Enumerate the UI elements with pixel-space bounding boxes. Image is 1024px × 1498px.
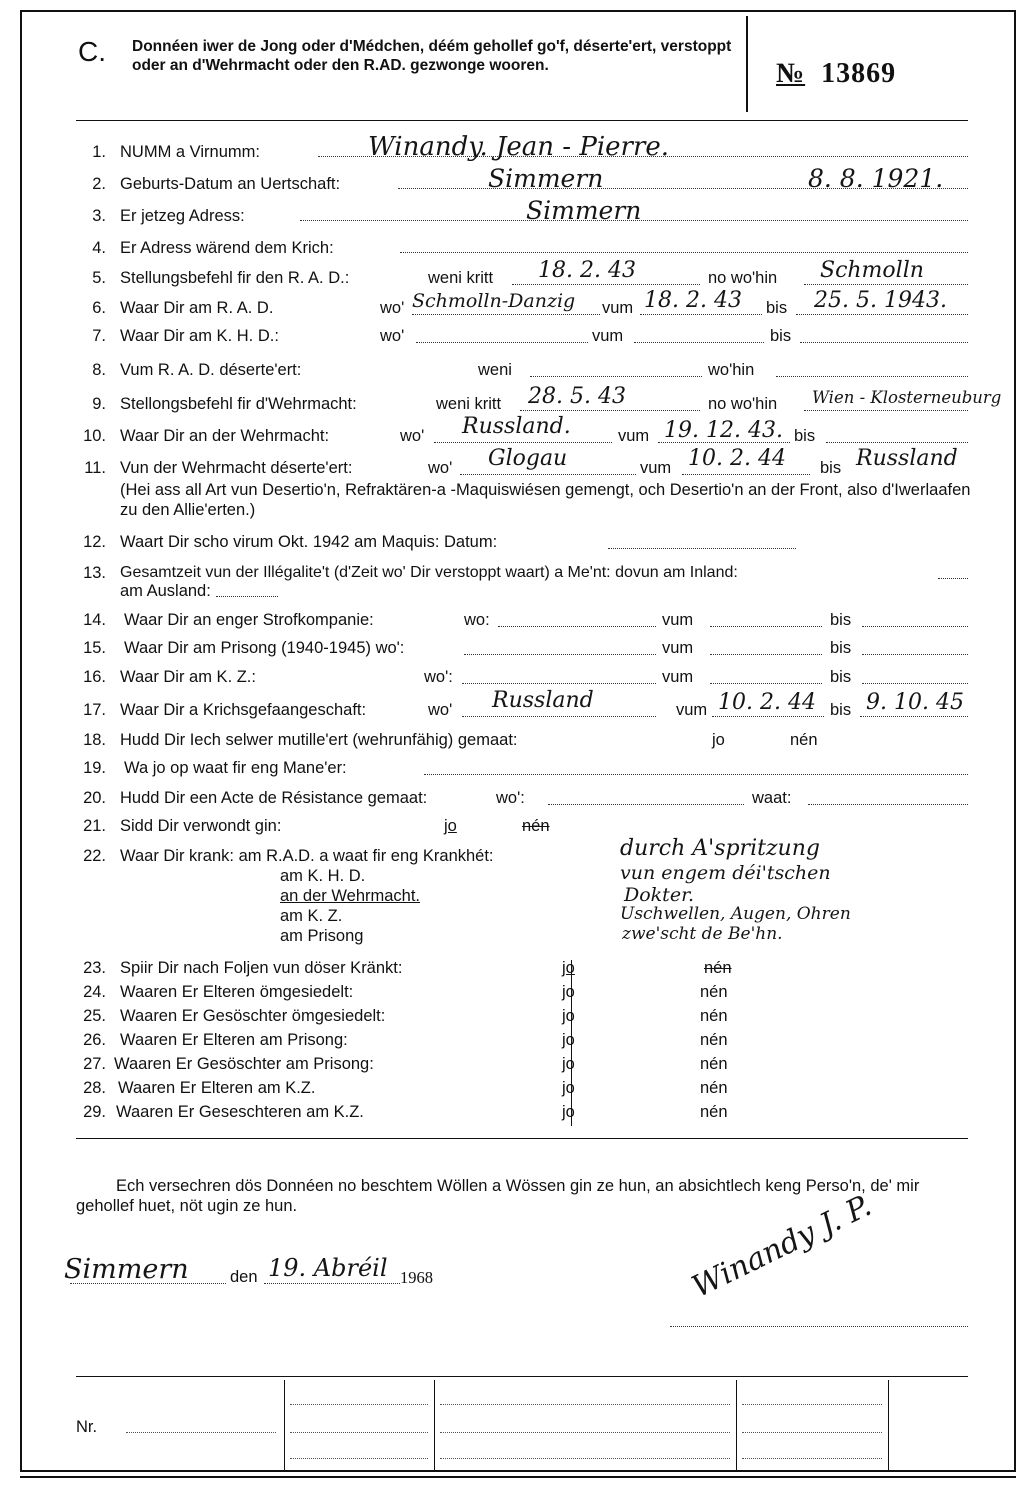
row-sublabel: vum: [602, 299, 634, 317]
yes-column-strike-line: [571, 960, 572, 1126]
birthdate-handwritten: 8. 8. 1921.: [808, 164, 944, 193]
row-sublabel: wo': [400, 427, 425, 445]
field-line[interactable]: [712, 716, 824, 717]
row-sublabel: vum: [662, 668, 694, 686]
row-sublabel: waat:: [752, 789, 792, 807]
row-sublabel: wo': [380, 299, 405, 317]
field-line[interactable]: [216, 596, 278, 597]
field-line[interactable]: [416, 342, 588, 343]
row-number: 17.: [83, 701, 106, 719]
footer-field-line[interactable]: [126, 1432, 276, 1433]
row-label: Waar Dir am R. A. D.: [120, 299, 274, 317]
row-sublabel: vum: [662, 611, 694, 629]
row-number: 8.: [92, 361, 106, 379]
row-number: 27.: [83, 1055, 106, 1073]
row-label: Waaren Er Geseschteren am K.Z.: [116, 1103, 364, 1121]
date-den-label: den: [230, 1268, 258, 1286]
row-label: Waar Dir am Prisong (1940-1945) wo':: [124, 639, 405, 657]
field-line[interactable]: [862, 654, 968, 655]
form-number: [776, 58, 896, 90]
row-number: 11.: [84, 459, 106, 477]
row-number: 19.: [83, 759, 106, 777]
field-line[interactable]: [804, 284, 968, 285]
rad-to-handwritten: 25. 5. 1943.: [814, 288, 947, 313]
row-label: Geburts-Datum an Uertschaft:: [120, 175, 341, 193]
row-sublabel: weni kritt: [428, 269, 494, 287]
field-line[interactable]: [462, 716, 656, 717]
footer-field-line[interactable]: [440, 1432, 730, 1433]
rad-from-handwritten: 18. 2. 43: [644, 288, 742, 313]
field-line[interactable]: [710, 683, 822, 684]
footer-table: [76, 1376, 968, 1471]
field-line[interactable]: [804, 410, 968, 411]
row-label: Waart Dir scho virum Okt. 1942 am Maquis: Datum:: [120, 533, 498, 551]
row-number: 10.: [83, 427, 106, 445]
row-label: Waaren Er Elteren am Prisong:: [120, 1031, 348, 1049]
footer-field-line[interactable]: [440, 1404, 730, 1405]
row-label: Er jetzeg Adress:: [120, 207, 245, 225]
row-number: 14.: [83, 611, 106, 629]
yes-option[interactable]: jo: [562, 1079, 575, 1097]
row-sublabel: vum: [662, 639, 694, 657]
footer-field-line[interactable]: [290, 1404, 428, 1405]
row-sublabel: bis: [794, 427, 816, 445]
row-sublabel: no wo'hin: [708, 395, 778, 413]
no-option[interactable]: nén: [700, 1079, 728, 1097]
field-line[interactable]: [640, 314, 762, 315]
row-number: 12.: [83, 533, 106, 551]
row-sublabel: wo': [428, 459, 453, 477]
illness-handwritten-4: Uschwellen, Augen, Ohren: [620, 904, 851, 924]
wehrmacht-order-date-handwritten: 28. 5. 43: [528, 384, 626, 409]
captivity-place-handwritten: Russland: [492, 688, 594, 713]
row-label: Hudd Dir een Acte de Résistance gemaat:: [120, 789, 428, 807]
field-line[interactable]: [512, 284, 700, 285]
footer-field-line[interactable]: [290, 1432, 428, 1433]
rad-order-date-handwritten: 18. 2. 43: [538, 258, 636, 283]
no-option[interactable]: nén: [700, 1007, 728, 1025]
field-line[interactable]: [70, 1283, 226, 1284]
row-number: 21.: [83, 817, 106, 835]
field-line[interactable]: [424, 774, 968, 775]
row-sublabel: wo'hin: [708, 361, 755, 379]
row-number: 28.: [83, 1079, 106, 1097]
birthplace-handwritten: Simmern: [488, 164, 604, 193]
row-sublabel: am K. H. D.: [280, 867, 366, 885]
footer-field-line[interactable]: [440, 1458, 730, 1459]
no-option[interactable]: nén: [522, 817, 550, 835]
row-label: Sidd Dir verwondt gin:: [120, 817, 282, 835]
form-border-shadow: [20, 1476, 1016, 1478]
field-line[interactable]: [608, 548, 796, 549]
row-label: NUMM a Virnumm:: [120, 143, 260, 161]
illness-handwritten-1: durch A'spritzung: [620, 836, 820, 861]
captivity-to-handwritten: 9. 10. 45: [866, 690, 964, 715]
row-sublabel: weni kritt: [436, 395, 502, 413]
row-number: 1.: [92, 143, 106, 161]
row-sublabel: wo': [428, 701, 453, 719]
row-label: Spiir Dir nach Foljen vun döser Kränkt:: [120, 959, 403, 977]
desertion-to-handwritten: Russland: [856, 446, 958, 471]
row-label: Waar Dir am K. H. D.:: [120, 327, 279, 345]
row-label: Er Adress wärend dem Krich:: [120, 239, 334, 257]
row-sublabel: am K. Z.: [280, 907, 343, 925]
row-number: 16.: [83, 668, 106, 686]
row-number: 20.: [83, 789, 106, 807]
row-label: Vun der Wehrmacht déserte'ert:: [120, 459, 353, 477]
field-line[interactable]: [412, 314, 600, 315]
number-sign: №: [776, 58, 806, 89]
row-sublabel: wo': [380, 327, 405, 345]
field-line[interactable]: [862, 683, 968, 684]
row-sublabel: bis: [766, 299, 788, 317]
footer-column-divider: [736, 1380, 737, 1470]
no-option[interactable]: nén: [700, 1031, 728, 1049]
field-line[interactable]: [400, 252, 968, 253]
signature: Winandy J. P.: [686, 1188, 877, 1305]
row-label: Waaren Er Elteren am K.Z.: [118, 1079, 316, 1097]
row-label: Waar Dir a Krichsgefaangeschaft:: [120, 701, 367, 719]
row-number: 23.: [83, 959, 106, 977]
field-line[interactable]: [860, 716, 968, 717]
footer-field-line[interactable]: [742, 1458, 882, 1459]
row-sublabel: vum: [618, 427, 650, 445]
row-11-note: (Hei ass all Art vun Desertio'n, Refraktären-a -Maquiswiésen gemengt, och Desertio'n an der Front, also d'Iwerlaafen zu den Allie'erten.): [120, 481, 971, 519]
row-label: Waar Dir an der Wehrmacht:: [120, 427, 330, 445]
footer-column-divider: [888, 1380, 889, 1470]
footer-field-line[interactable]: [290, 1458, 428, 1459]
row-number: 5.: [92, 269, 106, 287]
row-sublabel: weni: [478, 361, 512, 379]
field-line[interactable]: [710, 626, 822, 627]
field-line[interactable]: [796, 314, 968, 315]
field-line[interactable]: [800, 342, 968, 343]
row-label: Vum R. A. D. déserte'ert:: [120, 361, 302, 379]
wehrmacht-place-handwritten: Russland.: [462, 414, 571, 439]
no-option[interactable]: nén: [700, 1103, 728, 1121]
number-value: 13869: [821, 58, 897, 89]
row-sublabel: wo':: [496, 789, 525, 807]
row-sublabel: wo:: [464, 611, 490, 629]
signature-day-handwritten: 19. Abréil: [268, 1254, 388, 1282]
row-sublabel: wo':: [424, 668, 453, 686]
rad-place-handwritten: Schmolln-Danzig: [412, 290, 576, 312]
wehrmacht-from-handwritten: 19. 12. 43.: [664, 418, 783, 443]
yes-option[interactable]: jo: [562, 1007, 575, 1025]
signature-line[interactable]: [670, 1326, 968, 1327]
row-label: Stellongsbefehl fir d'Wehrmacht:: [120, 395, 357, 413]
field-line[interactable]: [498, 626, 656, 627]
row-sublabel: am Prisong: [280, 927, 364, 945]
footer-column-divider: [434, 1380, 435, 1470]
header-divider: [746, 16, 748, 112]
no-option[interactable]: nén: [700, 983, 728, 1001]
signature-year: 1968: [400, 1268, 433, 1287]
row-number: 7.: [92, 327, 106, 345]
field-line[interactable]: [464, 654, 656, 655]
row-sublabel: bis: [770, 327, 792, 345]
row-number: 25.: [83, 1007, 106, 1025]
field-line[interactable]: [520, 410, 700, 411]
row-number: 13.: [83, 564, 106, 582]
row-label: Waaren Er Elteren ömgesiedelt:: [120, 983, 354, 1001]
field-line[interactable]: [938, 578, 968, 579]
wehrmacht-destination-handwritten: Wien - Klosterneuburg: [812, 388, 1002, 407]
footer-field-line[interactable]: [742, 1404, 882, 1405]
header-rule: [76, 120, 968, 121]
row-sublabel: bis: [830, 611, 852, 629]
row-number: 29.: [83, 1103, 106, 1121]
row-number: 26.: [83, 1031, 106, 1049]
desertion-from-handwritten: 10. 2. 44: [688, 446, 786, 471]
row-sublabel: bis: [830, 639, 852, 657]
row-number: 18.: [83, 731, 106, 749]
footer-column-divider: [284, 1380, 285, 1470]
field-line[interactable]: [808, 804, 968, 805]
field-line[interactable]: [826, 442, 968, 443]
row-number: 2.: [92, 175, 106, 193]
row-number: 15.: [83, 639, 106, 657]
row-number: 22.: [83, 847, 106, 865]
row-number: 4.: [92, 239, 106, 257]
row-label: Gesamtzeit vun der Illégalite't (d'Zeit wo' Dir verstoppt waart) a Me'nt: dovun am Inland:: [120, 564, 738, 581]
row-label: Waar Dir am K. Z.:: [120, 668, 256, 686]
desertion-place-handwritten: Glogau: [488, 446, 568, 471]
illness-handwritten-3: Dokter.: [624, 884, 695, 906]
row-label: Waaren Er Gesöschter am Prisong:: [114, 1055, 374, 1073]
captivity-from-handwritten: 10. 2. 44: [718, 690, 816, 715]
row-label: Stellungsbefehl fir den R. A. D.:: [120, 269, 350, 287]
field-line[interactable]: [264, 1283, 400, 1284]
footer-field-line[interactable]: [742, 1432, 882, 1433]
form-title: Donnéen iwer de Jong oder d'Médchen, déém gehollef go'f, déserte'ert, verstoppt oder an d'Wehrmacht oder den R.AD. gezwonge wooren.: [132, 38, 732, 74]
row-sublabel: bis: [820, 459, 842, 477]
row-sublabel: no wo'hin: [708, 269, 778, 287]
section-separator: [76, 1138, 968, 1139]
yes-option[interactable]: jo: [562, 1103, 575, 1121]
row-sublabel: vum: [676, 701, 708, 719]
name-handwritten: Winandy. Jean - Pierre.: [368, 132, 670, 162]
field-line[interactable]: [460, 474, 636, 475]
illness-handwritten-5: zwe'scht de Be'hn.: [622, 924, 783, 944]
no-option[interactable]: nén: [704, 959, 732, 977]
rad-destination-handwritten: Schmolln: [820, 258, 924, 283]
field-line[interactable]: [462, 683, 656, 684]
field-line[interactable]: [776, 376, 968, 377]
field-line[interactable]: [530, 376, 702, 377]
field-line[interactable]: [634, 342, 764, 343]
field-line[interactable]: [710, 654, 822, 655]
field-line[interactable]: [548, 804, 744, 805]
row-sublabel: an der Wehrmacht.: [280, 887, 421, 905]
row-label: Waar Dir an enger Strofkompanie:: [124, 611, 374, 629]
row-sublabel: bis: [830, 668, 852, 686]
yes-option[interactable]: jo: [562, 1031, 575, 1049]
field-line[interactable]: [434, 442, 612, 443]
row-label: Waar Dir krank: am R.A.D. a waat fir eng Krankhét:: [120, 847, 494, 865]
row-number: 6.: [92, 299, 106, 317]
row-sublabel: vum: [592, 327, 624, 345]
row-label: Wa jo op waat fir eng Mane'er:: [124, 759, 347, 777]
row-number: 9.: [92, 395, 106, 413]
signature-place-handwritten: Simmern: [64, 1254, 189, 1285]
yes-option[interactable]: jo: [562, 983, 575, 1001]
row-number: 3.: [92, 207, 106, 225]
no-option[interactable]: nén: [790, 731, 818, 749]
address-handwritten: Simmern: [526, 196, 642, 225]
row-sublabel: vum: [640, 459, 672, 477]
row-label: Waaren Er Gesöschter ömgesiedelt:: [120, 1007, 386, 1025]
row-number: 24.: [83, 983, 106, 1001]
yes-option[interactable]: jo: [562, 1055, 575, 1073]
footer-nr-label: Nr.: [76, 1418, 98, 1436]
row-label: Hudd Dir Iech selwer mutille'ert (wehrunfähig) gemaat:: [120, 731, 518, 749]
field-line[interactable]: [862, 626, 968, 627]
declaration-text: Ech versechren dös Donnéen no beschtem Wöllen a Wössen gin ze hun, an absichtlech keng Perso'n, de' mir gehollef huet, nöt ugin ze hun.: [76, 1177, 920, 1215]
yes-option[interactable]: jo: [444, 817, 457, 835]
row-sublabel: bis: [830, 701, 852, 719]
yes-option[interactable]: jo: [562, 959, 575, 977]
row-sublabel: am Ausland:: [120, 582, 211, 600]
yes-option[interactable]: jo: [712, 731, 725, 749]
section-letter: C.: [78, 36, 106, 67]
illness-handwritten-2: vun engem déi'tschen: [620, 862, 831, 884]
no-option[interactable]: nén: [700, 1055, 728, 1073]
field-line[interactable]: [682, 474, 810, 475]
